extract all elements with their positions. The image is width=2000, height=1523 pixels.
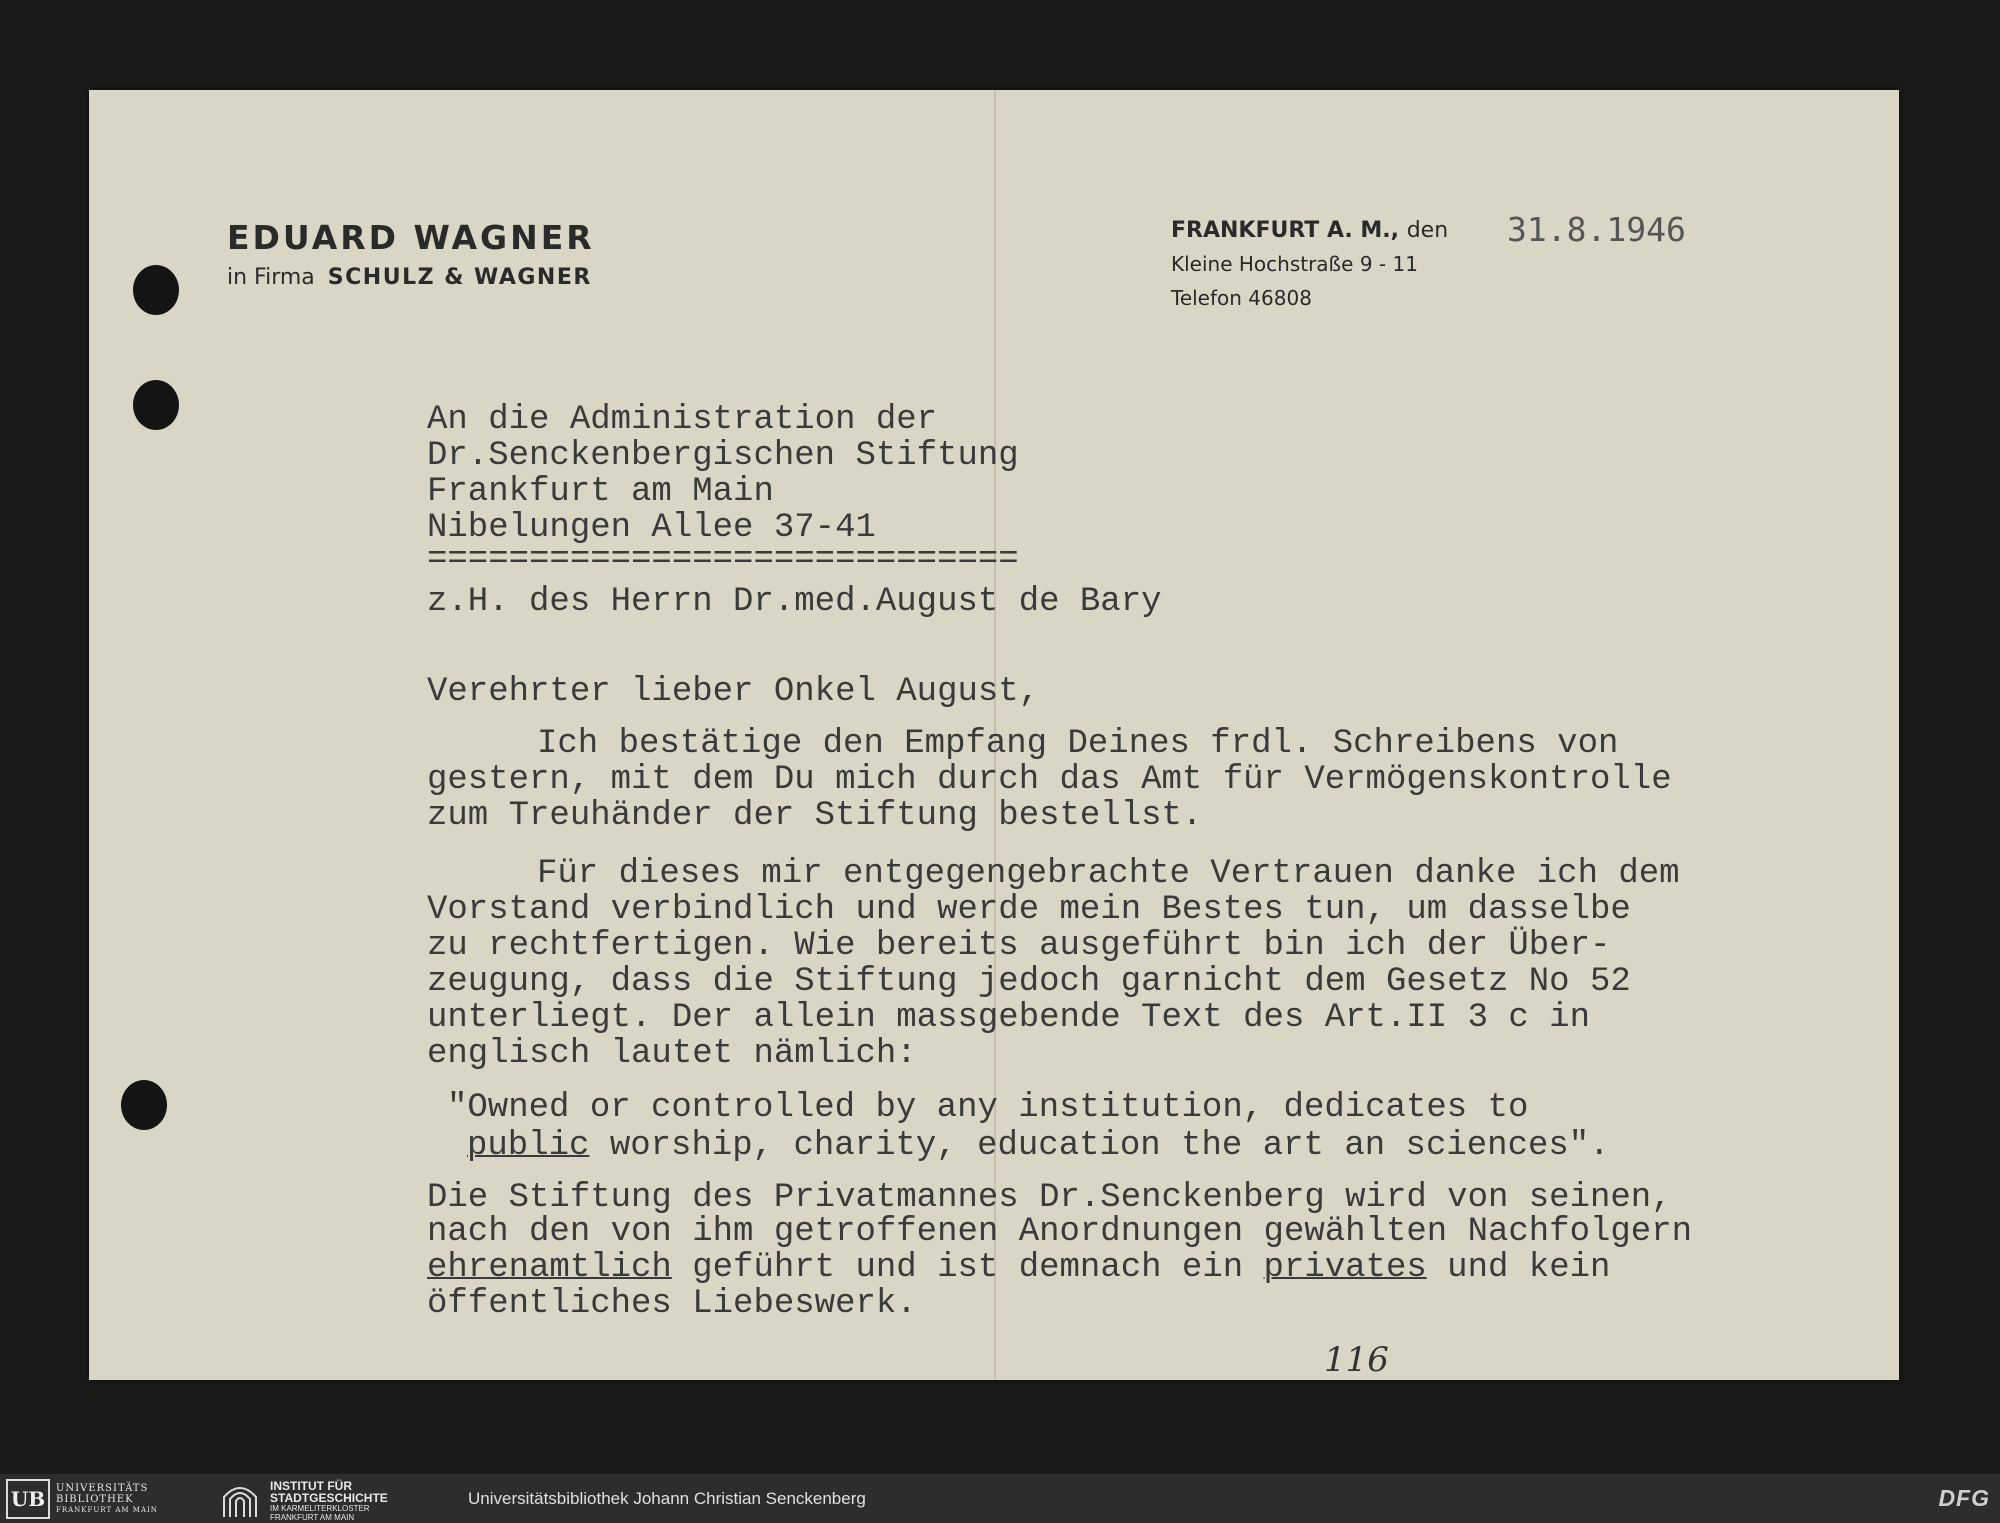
quote-line: "Owned or controlled by any institution, dedicates to xyxy=(447,1089,1529,1127)
paragraph-line: ehrenamtlich geführt und ist demnach ein privates und kein xyxy=(427,1249,1611,1287)
ub-logo[interactable] xyxy=(6,1480,158,1518)
paragraph-line: unterliegt. Der allein massgebende Text des Art.II 3 c in xyxy=(427,999,1590,1037)
recipient-rule: ============================= xyxy=(427,541,1019,579)
recipient-line: Nibelungen Allee 37-41 xyxy=(427,509,876,547)
arch-icon xyxy=(218,1483,262,1519)
dfg-logo[interactable]: DFG xyxy=(1938,1485,1990,1511)
paragraph-line: zeugung, dass die Stiftung jedoch garnicht dem Gesetz No 52 xyxy=(427,963,1631,1001)
sender-telephone: Telefon 46808 xyxy=(1171,286,1312,310)
sender-address: Kleine Hochstraße 9 - 11 xyxy=(1171,252,1418,276)
ub-logo-text: UNIVERSITÄTS BIBLIOTHEK FRANKFURT AM MAIN xyxy=(56,1482,158,1514)
sender-city: FRANKFURT A. M., den xyxy=(1171,218,1449,243)
paragraph-line: öffentliches Liebeswerk. xyxy=(427,1285,917,1323)
paragraph-line: zum Treuhänder der Stiftung bestellst. xyxy=(427,797,1203,835)
punch-hole xyxy=(133,265,179,315)
paragraph-line: Vorstand verbindlich und werde mein Bestes tun, um dasselbe xyxy=(427,891,1631,929)
recipient-line: An die Administration der xyxy=(427,401,938,439)
paragraph-line: gestern, mit dem Du mich durch das Amt für Vermögenskontrolle xyxy=(427,761,1672,799)
library-name[interactable]: Universitätsbibliothek Johann Christian Senckenberg xyxy=(468,1489,866,1508)
sender-firm: in Firma SCHULZ & WAGNER xyxy=(227,265,592,290)
viewer-footer xyxy=(0,1474,2000,1523)
punch-hole xyxy=(133,380,179,430)
quote-line: public worship, charity, education the art an sciences". xyxy=(467,1127,1610,1165)
punch-hole xyxy=(121,1080,167,1130)
attention-line: z.H. des Herrn Dr.med.August de Bary xyxy=(427,583,1162,621)
letter-page xyxy=(89,90,1899,1380)
paragraph-line: zu rechtfertigen. Wie bereits ausgeführt bin ich der Über- xyxy=(427,927,1611,965)
letter-date: 31.8.1946 xyxy=(1507,210,1686,249)
ub-mark: UB xyxy=(6,1479,50,1519)
paragraph-line: nach den von ihm getroffenen Anordnungen gewählten Nachfolgern xyxy=(427,1213,1693,1251)
paragraph-line: Für dieses mir entgegengebrachte Vertrauen danke ich dem xyxy=(537,855,1680,893)
paragraph-line: Ich bestätige den Empfang Deines frdl. Schreibens von xyxy=(537,725,1619,763)
recipient-line: Dr.Senckenbergischen Stiftung xyxy=(427,437,1019,475)
recipient-line: Frankfurt am Main xyxy=(427,473,774,511)
sender-name: EDUARD WAGNER xyxy=(227,218,595,257)
paragraph-line: englisch lautet nämlich: xyxy=(427,1035,917,1073)
paragraph-line: Die Stiftung des Privatmannes Dr.Senckenberg wird von seinen, xyxy=(427,1179,1672,1217)
isg-logo[interactable] xyxy=(218,1480,388,1522)
handwritten-folio-number: 116 xyxy=(1324,1340,1389,1380)
salutation: Verehrter lieber Onkel August, xyxy=(427,673,1040,711)
isg-logo-text: INSTITUT FÜR STADTGESCHICHTE IM KARMELITERKLOSTER FRANKFURT AM MAIN xyxy=(270,1479,388,1522)
